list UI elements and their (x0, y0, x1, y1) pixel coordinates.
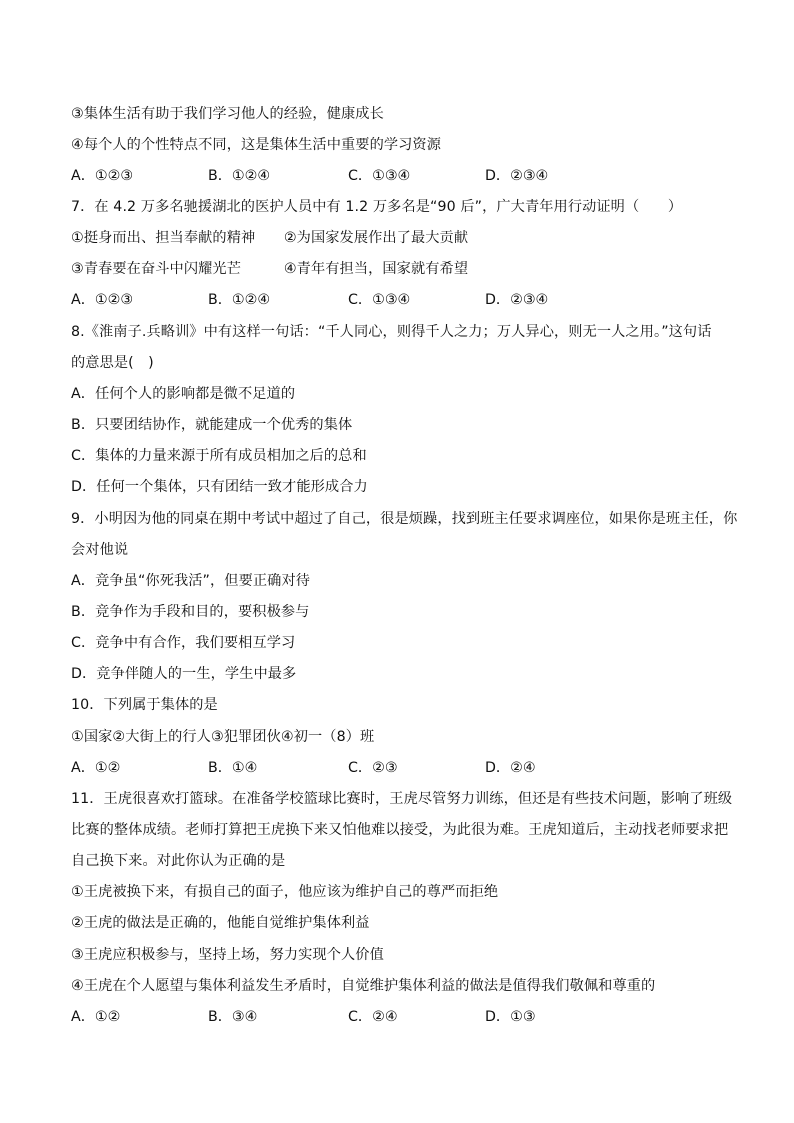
q9-option-c: C．竞争中有合作，我们要相互学习 (71, 635, 296, 651)
q6-option-b: B．①②④ (208, 168, 271, 184)
q8-option-a: A．任何个人的影响都是微不足道的 (71, 386, 296, 402)
q9-stem-line-2: 会对他说 (71, 542, 129, 558)
q11-option-a: A．①② (71, 1009, 121, 1025)
q11-stem-line-1: 11．王虎很喜欢打篮球。在准备学校篮球比赛时，王虎尽管努力训练，但还是有些技术问题，影响了班级 (71, 791, 733, 807)
q6-option-a: A．①②③ (71, 168, 134, 184)
q11-stem-line-2: 比赛的整体成绩。老师打算把王虎换下来又怕他难以接受，为此很为难。王虎知道后，主动找老师要求把 (71, 822, 729, 838)
q10-option-c: C．②③ (348, 760, 398, 776)
q11-statement-3: ③王虎应积极参与，坚持上场，努力实现个人价值 (71, 947, 384, 963)
q9-option-b: B．竞争作为手段和目的，要积极参与 (71, 604, 310, 620)
q10-stem: 10．下列属于集体的是 (71, 697, 218, 713)
q7-option-a: A．①②③ (71, 292, 134, 308)
q7-stem: 7．在 4.2 万多名驰援湖北的医护人员中有 1.2 万多名是“90 后”，广大青年用行动证明（ ） (71, 199, 683, 215)
q10-options (71, 758, 731, 778)
q9-stem-line-1: 9．小明因为他的同桌在期中考试中超过了自己，很是烦躁，找到班主任要求调座位，如果你是班主任，你 (71, 511, 738, 527)
q8-stem-line-1: 8.《淮南子.兵略训》中有这样一句话：“千人同心，则得千人之力；万人异心，则无一人之用。”这句话 (71, 324, 712, 340)
q7-options (71, 290, 731, 310)
q8-option-d: D．任何一个集体，只有团结一致才能形成合力 (71, 479, 368, 495)
q10-statements: ①国家②大街上的行人③犯罪团伙④初一（8）班 (71, 729, 375, 745)
q7-option-d: D．②③④ (485, 292, 549, 308)
q8-stem-line-2: 的意思是( ) (71, 355, 154, 371)
q6-statement-4: ④每个人的个性特点不同，这是集体生活中重要的学习资源 (71, 137, 442, 153)
q6-option-d: D．②③④ (485, 168, 549, 184)
q11-stem-line-3: 自己换下来。对此你认为正确的是 (71, 853, 286, 869)
q7-statements-3-4: ③青春要在奋斗中闪耀光芒 ④青年有担当，国家就有希望 (71, 261, 469, 277)
q10-option-a: A．①② (71, 760, 121, 776)
q7-option-b: B．①②④ (208, 292, 271, 308)
q11-options (71, 1007, 731, 1027)
q11-option-c: C．②④ (348, 1009, 398, 1025)
q8-option-b: B．只要团结协作，就能建成一个优秀的集体 (71, 417, 353, 433)
q11-option-b: B．③④ (208, 1009, 258, 1025)
q6-options (71, 166, 731, 186)
q11-option-d: D．①③ (485, 1009, 536, 1025)
q7-statements-1-2: ①挺身而出、担当奉献的精神 ②为国家发展作出了最大贡献 (71, 230, 469, 246)
q7-option-c: C．①③④ (348, 292, 411, 308)
q9-option-a: A．竞争虽“你死我活”，但要正确对待 (71, 573, 311, 589)
q6-option-c: C．①③④ (348, 168, 411, 184)
q10-option-b: B．①④ (208, 760, 258, 776)
q11-statement-2: ②王虎的做法是正确的，他能自觉维护集体利益 (71, 915, 370, 931)
q9-option-d: D．竞争伴随人的一生，学生中最多 (71, 666, 297, 682)
q6-statement-3: ③集体生活有助于我们学习他人的经验，健康成长 (71, 106, 384, 122)
q10-option-d: D．②④ (485, 760, 536, 776)
q8-option-c: C．集体的力量来源于所有成员相加之后的总和 (71, 448, 367, 464)
q11-statement-1: ①王虎被换下来，有损自己的面子，他应该为维护自己的尊严而拒绝 (71, 884, 499, 900)
q11-statement-4: ④王虎在个人愿望与集体利益发生矛盾时，自觉维护集体利益的做法是值得我们敬佩和尊重的 (71, 978, 656, 994)
